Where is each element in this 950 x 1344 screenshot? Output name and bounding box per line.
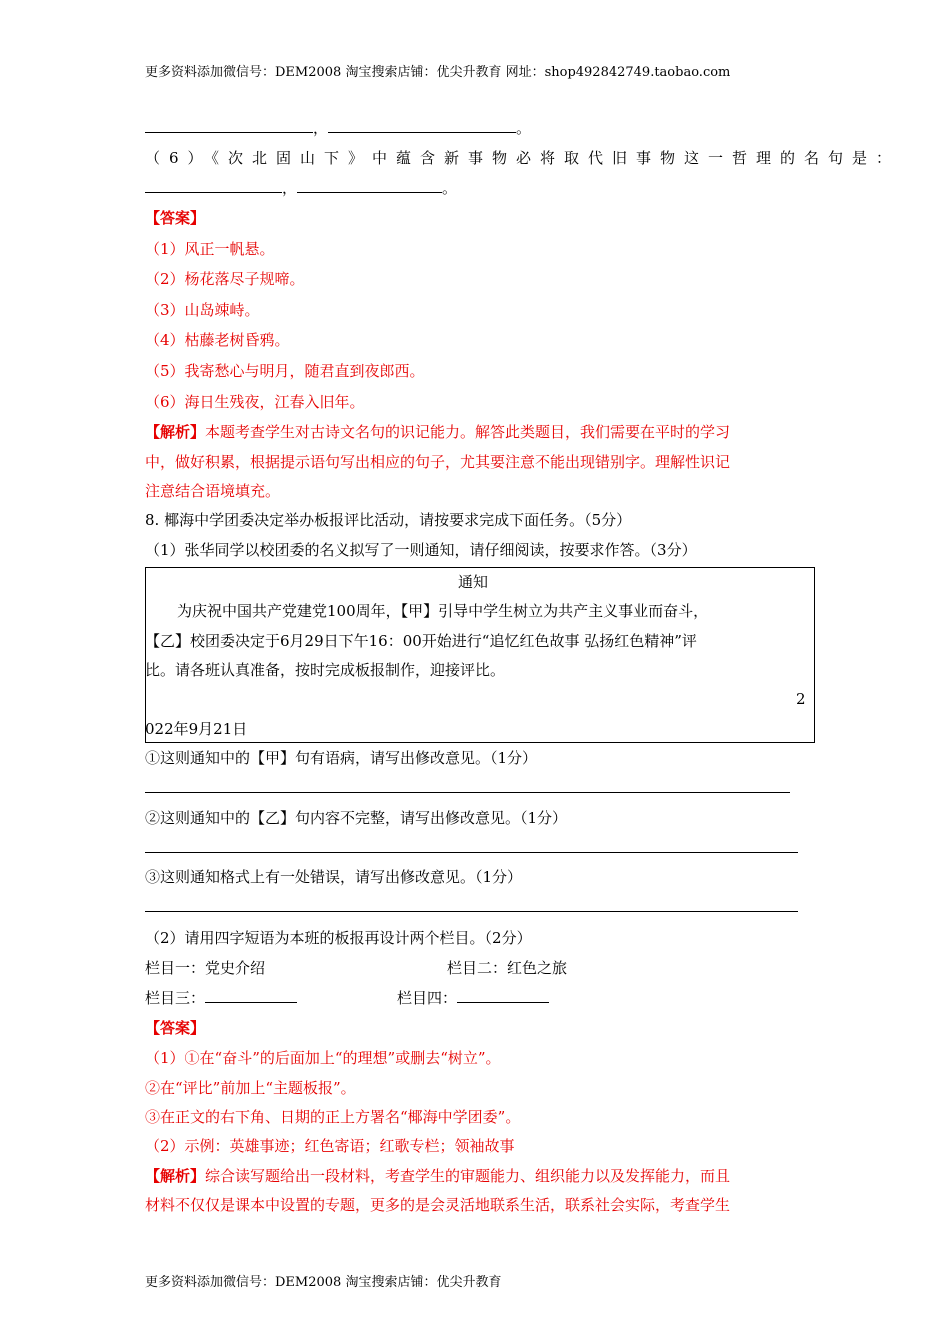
answer-line-c[interactable] xyxy=(145,911,798,912)
answer-blank[interactable] xyxy=(145,118,313,133)
analysis-line: 中，做好积累，根据提示语句写出相应的句子，尤其要注意不能出现错别字。理解性识记 xyxy=(145,453,731,471)
column-3: 栏目三： xyxy=(145,988,297,1008)
fill-blank-line-6: ， 。 xyxy=(145,178,457,198)
column-2: 栏目二：红色之旅 xyxy=(447,959,568,977)
question-8-title: 8. 椰海中学团委决定举办板报评比活动，请按要求完成下面任务。（5分） xyxy=(145,511,632,529)
answer-line: （6）海日生残夜，江春入旧年。 xyxy=(145,393,365,411)
answer-line: ③在正文的右下角、日期的正上方署名“椰海中学团委”。 xyxy=(145,1108,521,1126)
answer-blank[interactable] xyxy=(297,178,442,193)
notice-body-line: 【乙】校团委决定于6月29日下午16：00开始进行“追忆红色故事 弘扬红色精神”评 xyxy=(145,632,697,650)
answer-line: ②在“评比”前加上“主题板报”。 xyxy=(145,1079,356,1097)
answer-line: （1）①在“奋斗”的后面加上“的理想”或删去“树立”。 xyxy=(145,1049,501,1067)
answer-line: （2）杨花落尽子规啼。 xyxy=(145,270,305,288)
question-8-sub-2: （2）请用四字短语为本班的板报再设计两个栏目。（2分） xyxy=(145,929,532,947)
answer-line: （3）山岛竦峙。 xyxy=(145,301,260,319)
question-8-1-a: ①这则通知中的【甲】句有语病，请写出修改意见。（1分） xyxy=(145,749,538,767)
answer-line-a[interactable] xyxy=(145,792,790,793)
analysis-label: 【解析】 xyxy=(145,1167,206,1185)
answer-blank[interactable] xyxy=(145,178,282,193)
analysis-label: 【解析】 xyxy=(145,423,206,441)
answer-blank[interactable] xyxy=(328,118,516,133)
notice-body-line: 比。请各班认真准备，按时完成板报制作，迎接评比。 xyxy=(145,661,506,679)
column-4: 栏目四： xyxy=(397,988,549,1008)
analysis-line: 【解析】本题考查学生对古诗文名句的识记能力。解答此类题目，我们需要在平时的学习 xyxy=(145,423,731,441)
question-8-sub-1: （1）张华同学以校团委的名义拟写了一则通知，请仔细阅读，按要求作答。（3分） xyxy=(145,541,697,559)
answer-line: （5）我寄愁心与明月，随君直到夜郎西。 xyxy=(145,362,425,380)
question-8-1-c: ③这则通知格式上有一处错误，请写出修改意见。（1分） xyxy=(145,868,523,886)
page-footer: 更多资料添加微信号：DEM2008 淘宝搜索店铺：优尖升教育 xyxy=(145,1275,502,1290)
answer-line-b[interactable] xyxy=(145,852,798,853)
question-item-6: （6）《次北固山下》中蕴含新事物必将取代旧事物这一哲理的名句是： xyxy=(145,149,901,167)
analysis-line: 注意结合语境填充。 xyxy=(145,482,281,500)
answer-line: （2）示例：英雄事迹；红色寄语；红歌专栏；领袖故事 xyxy=(145,1137,515,1155)
answer-line: （4）枯藤老树昏鸦。 xyxy=(145,331,290,349)
answer-line: （1）风正一帆悬。 xyxy=(145,240,275,258)
analysis-line: 材料不仅仅是课本中设置的专题，更多的是会灵活地联系生活，联系社会实际，考查学生 xyxy=(145,1196,731,1214)
answer-label: 【答案】 xyxy=(145,209,206,227)
column-4-blank[interactable] xyxy=(457,988,549,1003)
fill-blank-line-5: ， 。 xyxy=(145,118,531,138)
column-3-blank[interactable] xyxy=(205,988,297,1003)
notice-box xyxy=(145,567,815,743)
notice-date: 022年9月21日 xyxy=(145,720,248,738)
analysis-line: 【解析】综合读写题给出一段材料，考查学生的审题能力、组织能力以及发挥能力，而且 xyxy=(145,1167,731,1185)
notice-date-fragment: 2 xyxy=(796,690,806,708)
notice-body-line: 为庆祝中国共产党建党100周年，【甲】引导中学生树立为共产主义事业而奋斗， xyxy=(177,602,709,620)
column-1: 栏目一：党史介绍 xyxy=(145,959,266,977)
page-header: 更多资料添加微信号：DEM2008 淘宝搜索店铺：优尖升教育 网址：shop492842749.taobao.com xyxy=(145,65,731,80)
notice-title: 通知 xyxy=(458,573,489,591)
question-8-1-b: ②这则通知中的【乙】句内容不完整，请写出修改意见。（1分） xyxy=(145,809,568,827)
answer-label: 【答案】 xyxy=(145,1019,206,1037)
